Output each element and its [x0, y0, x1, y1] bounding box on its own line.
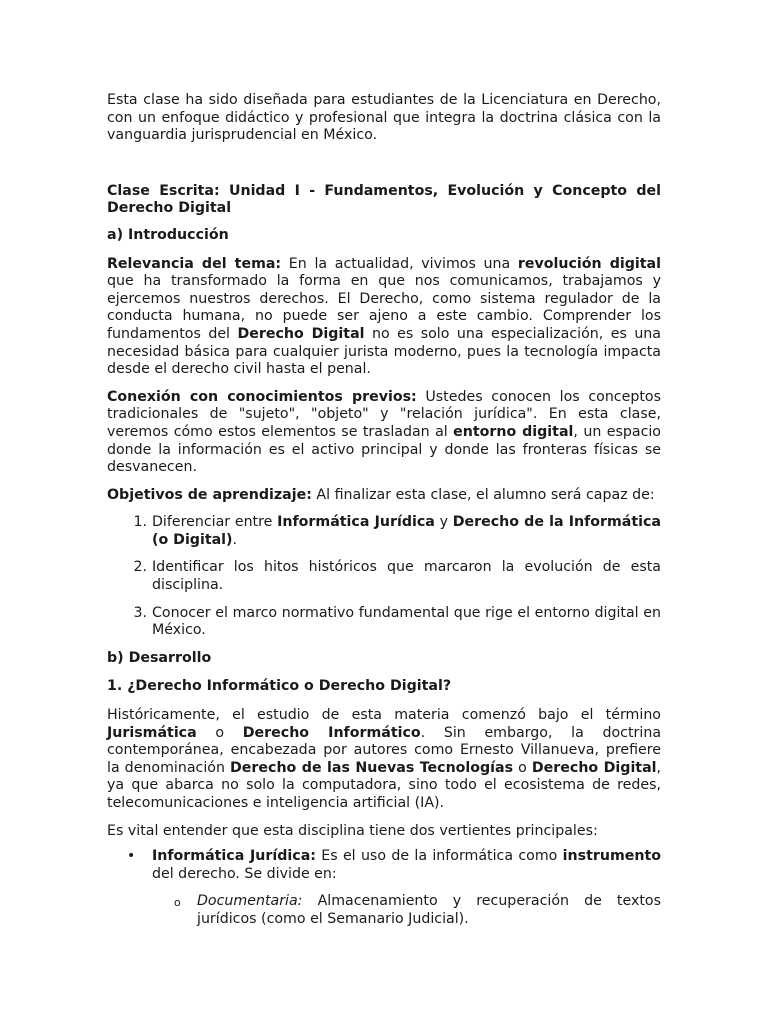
historico-bold: Jurismática: [107, 724, 197, 741]
relevancia-bold-2: Derecho Digital: [237, 325, 365, 342]
list-item-number: 2.: [133, 559, 147, 576]
vertientes-list: [107, 848, 661, 928]
list-item-text: y: [439, 514, 448, 531]
vertiente-text: del derecho. Se divide en:: [152, 865, 337, 882]
historico-text: , ya que abarca no solo la computadora, sino todo el ecosistema de redes, telecomunicaciones e inteligencia artificial (IA).: [107, 759, 662, 811]
sub-item-label: Documentaria:: [197, 893, 303, 910]
objetivos-text: Al finalizar esta clase, el alumno será capaz de:: [316, 486, 655, 503]
historico-text: Históricamente, el estudio de esta materia comenzó bajo el término: [107, 707, 661, 724]
historico-paragraph: [107, 707, 661, 813]
list-item: [107, 848, 661, 928]
relevancia-text-2: que ha transformado la forma en que nos comunicamos, trabajamos y ejercemos nuestros derechos. El Derecho, como sistema regulador de la conducta humana, no puede ser ajeno a este cambio. Comprender los fundamentos del: [107, 273, 661, 342]
unit-title: Clase Escrita: Unidad I - Fundamentos, Evolución y Concepto del Derecho Digital: [107, 182, 661, 217]
vertiente-bold: instrumento: [562, 848, 661, 865]
section-a-heading: a) Introducción: [107, 226, 229, 243]
conexion-bold-1: entorno digital: [453, 423, 574, 440]
circle-bullet-icon: o: [174, 896, 181, 910]
section-b-heading: b) Desarrollo: [107, 649, 212, 666]
relevancia-bold-1: revolución digital: [517, 255, 661, 272]
historico-text: o: [215, 724, 225, 741]
relevancia-label: Relevancia del tema:: [107, 255, 282, 272]
list-item-number: 3.: [133, 604, 147, 621]
list-item: [107, 605, 661, 640]
sub-list: [152, 893, 661, 928]
historico-bold: Derecho Digital: [531, 759, 657, 776]
conexion-paragraph: [107, 389, 661, 477]
vertientes-intro: Es vital entender que esta disciplina tiene dos vertientes principales:: [107, 822, 598, 839]
relevancia-paragraph: [107, 256, 661, 379]
list-item-bold: Derecho de la Informática (o Digital): [152, 514, 662, 548]
historico-bold: Derecho Informático: [242, 724, 421, 741]
sub-item-text: Almacenamiento y recuperación de textos jurídicos (como el Semanario Judicial).: [197, 893, 661, 927]
list-item-text: Conocer el marco normativo fundamental que rige el entorno digital en México.: [152, 604, 661, 639]
objetivos-paragraph: [107, 487, 661, 505]
bullet-icon: •: [127, 848, 136, 865]
document-body: [107, 92, 661, 929]
relevancia-text-1: En la actualidad, vivimos una: [288, 255, 511, 272]
historico-text: o: [518, 759, 527, 776]
vertiente-label: Informática Jurídica:: [152, 848, 316, 865]
list-item-number: 1.: [133, 514, 147, 531]
historico-bold: Derecho de las Nuevas Tecnologías: [230, 759, 514, 776]
conexion-text-2: , un espacio donde la información es el activo principal y donde las fronteras físicas se desvanecen.: [107, 423, 661, 476]
objetivos-list: [107, 514, 661, 640]
intro-paragraph: Esta clase ha sido diseñada para estudiantes de la Licenciatura en Derecho, con un enfoque didáctico y profesional que integra la doctrina clásica con la vanguardia jurisprudencial en México.: [107, 92, 661, 144]
conexion-text-1: Ustedes conocen los conceptos tradicionales de "sujeto", "objeto" y "relación jurídica". En esta clase, veremos cómo estos elementos se trasladan al: [107, 388, 661, 440]
list-item: [107, 514, 661, 549]
relevancia-text-3: no es solo una especialización, es una necesidad básica para cualquier jurista moderno, pues la tecnología impacta desde el derecho civil hasta el penal.: [107, 325, 661, 378]
conexion-label: Conexión con conocimientos previos:: [107, 388, 417, 405]
list-item-text: .: [232, 531, 238, 548]
vertiente-text: Es el uso de la informática como: [321, 848, 558, 865]
list-item: [107, 559, 661, 594]
list-item-text: Identificar los hitos históricos que marcaron la evolución de esta disciplina.: [152, 559, 661, 594]
list-item-bold: Informática Jurídica: [277, 514, 435, 531]
subsection-1-heading: 1. ¿Derecho Informático o Derecho Digital?: [107, 678, 452, 695]
objetivos-label: Objetivos de aprendizaje:: [107, 486, 312, 503]
historico-text: . Sin embargo, la doctrina contemporánea, encabezada por autores como Ernesto Villanueva, prefiere la denominación: [107, 724, 662, 776]
sub-list-item: [152, 893, 661, 928]
list-item-text: Diferenciar entre: [152, 514, 273, 531]
